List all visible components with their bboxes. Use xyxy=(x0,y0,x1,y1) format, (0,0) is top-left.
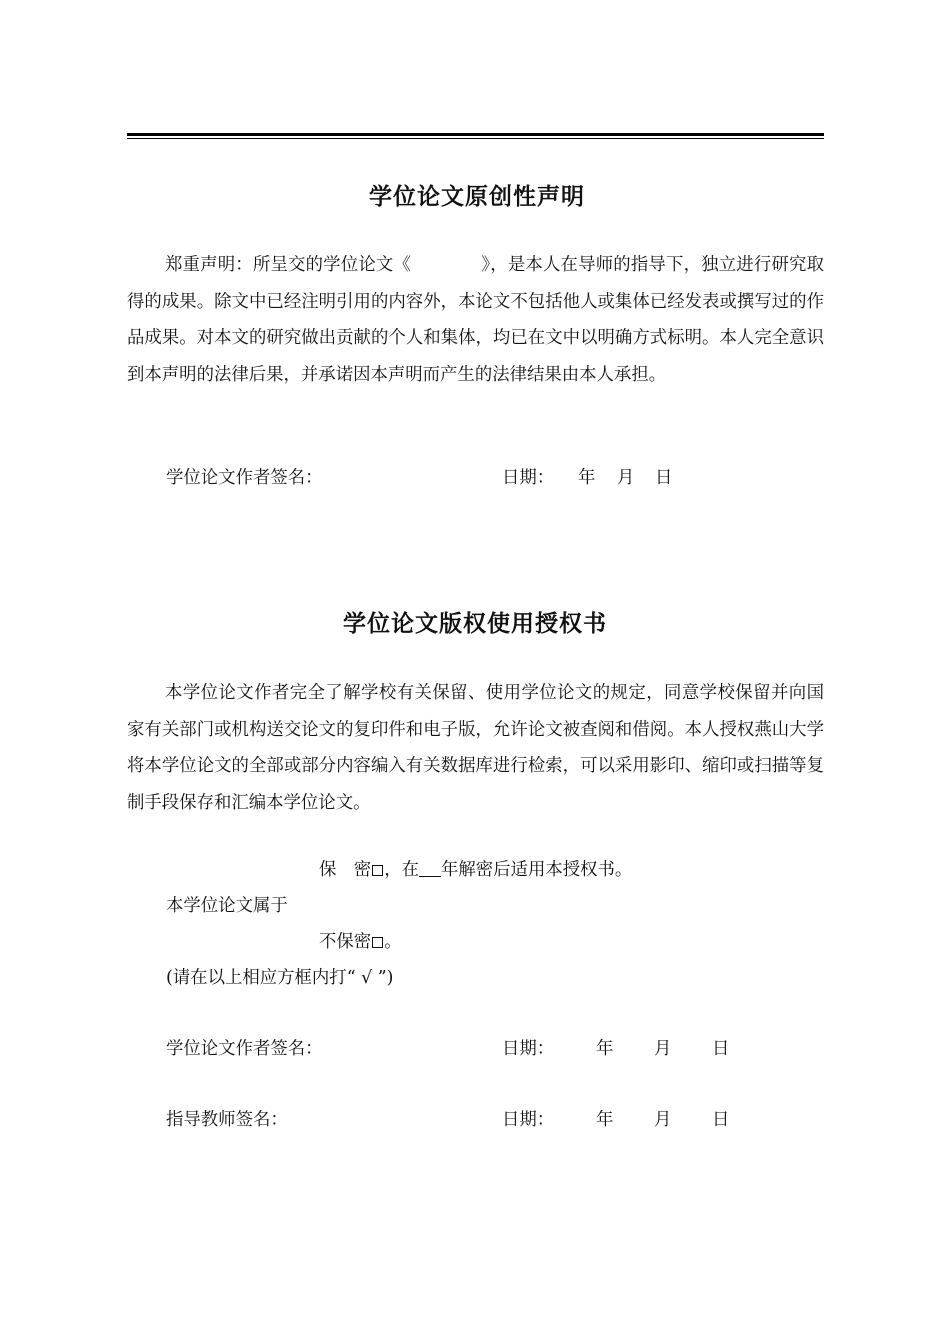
secret-tail-text: 年解密后适用本授权书。 xyxy=(440,860,633,880)
belongs-label: 本学位论文属于 xyxy=(166,896,288,916)
declaration-title: 学位论文原创性声明 xyxy=(369,184,585,210)
checkbox-instruction: (请在以上相应方框内打“ √ ”) xyxy=(166,968,394,988)
authorization-author-year-label: 年 xyxy=(596,1039,614,1059)
secret-option-row xyxy=(319,859,632,881)
declaration-body: 郑重声明：所呈交的学位论文《 》，是本人在导师的指导下，独立进行研究取得的成果。除文中已经注明引用的内容外，本论文不包括他人或集体已经发表或撰写过的作品成果。对本文的研究做出贡献的个人和集体，均已在文中以明确方式标明。本人完全意识到本声明的法律后果，并承诺因本声明而产生的法律结果由本人承担。 xyxy=(127,255,824,385)
authorization-title: 学位论文版权使用授权书 xyxy=(343,611,607,637)
authorization-author-day-label: 日 xyxy=(712,1039,730,1059)
authorization-body: 本学位论文作者完全了解学校有关保留、使用学位论文的规定，同意学校保留并向国家有关部门或机构送交论文的复印件和电子版，允许论文被查阅和借阅。本人授权燕山大学将本学位论文的全部或部分内容编入有关数据库进行检索，可以采用影印、缩印或扫描等复制手段保存和汇编本学位论文。 xyxy=(127,683,824,813)
advisor-day-label: 日 xyxy=(712,1110,730,1130)
advisor-sign-label: 指导教师签名： xyxy=(166,1110,288,1130)
not-secret-option-row xyxy=(319,931,402,953)
declaration-year-label: 年 xyxy=(578,468,596,488)
advisor-date-label: 日期： xyxy=(502,1110,555,1130)
authorization-author-month-label: 月 xyxy=(654,1039,672,1059)
header-rule-thick xyxy=(127,133,824,136)
advisor-year-label: 年 xyxy=(596,1110,614,1130)
declaration-date-label: 日期： xyxy=(502,468,555,488)
secret-label: 保 密 xyxy=(319,860,372,880)
not-secret-checkbox[interactable] xyxy=(372,937,383,948)
not-secret-label: 不保密 xyxy=(319,932,372,952)
secret-checkbox[interactable] xyxy=(372,865,383,876)
declaration-day-label: 日 xyxy=(655,468,673,488)
header-rule-thin xyxy=(127,138,824,139)
years-blank-field[interactable] xyxy=(419,860,441,877)
advisor-month-label: 月 xyxy=(654,1110,672,1130)
authorization-author-date-label: 日期： xyxy=(502,1039,555,1059)
not-secret-tail: 。 xyxy=(384,932,402,952)
declaration-month-label: 月 xyxy=(617,468,635,488)
declaration-author-sign-label: 学位论文作者签名： xyxy=(166,468,323,488)
secret-mid-text: ，在 xyxy=(384,860,419,880)
authorization-author-sign-label: 学位论文作者签名： xyxy=(166,1039,323,1059)
